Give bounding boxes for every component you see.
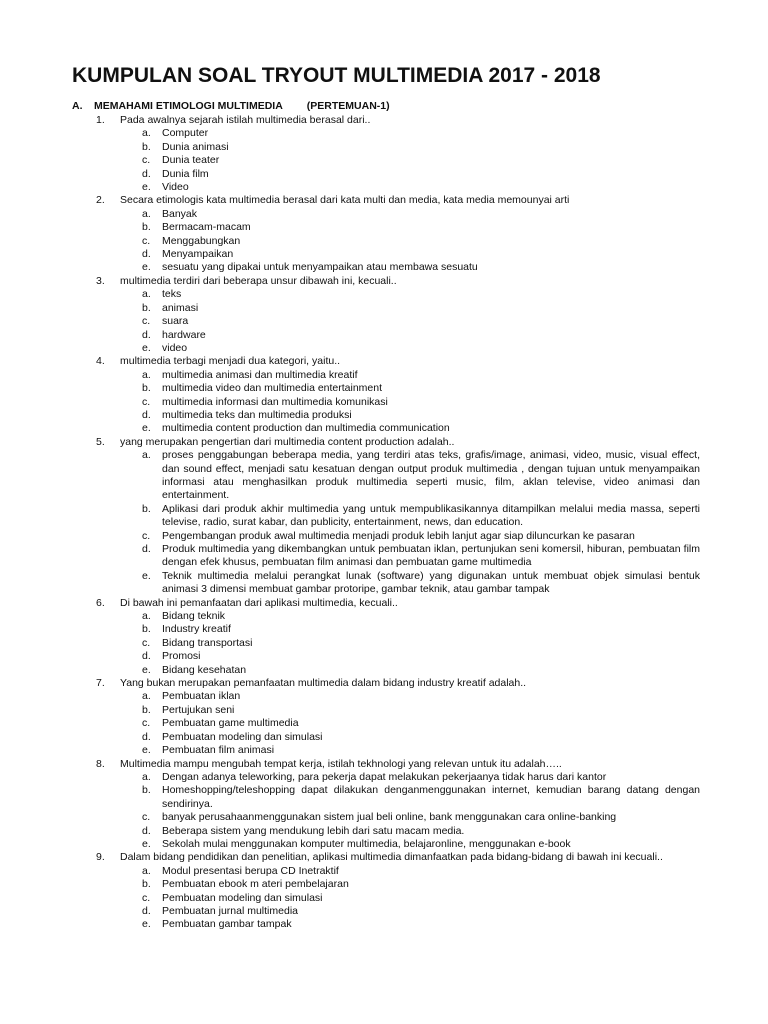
option-item xyxy=(120,878,700,891)
option-text: video xyxy=(162,341,188,354)
option-item xyxy=(120,342,700,355)
option-text: teks xyxy=(162,288,182,301)
option-text: Pembuatan modeling dan simulasi xyxy=(162,891,323,904)
option-item xyxy=(120,503,700,530)
question-number: 2. xyxy=(96,194,105,207)
question-text: Secara etimologis kata multimedia berasal dari kata multi dan media, kata media memounyai arti xyxy=(120,194,570,207)
option-label: b. xyxy=(142,784,151,797)
option-item xyxy=(120,221,700,234)
question-text: Di bawah ini pemanfaatan dari aplikasi multimedia, kecuali.. xyxy=(120,596,398,609)
option-item xyxy=(120,744,700,757)
option-text: banyak perusahaanmenggunakan sistem jual beli online, bank menggunakan cara online-banking xyxy=(162,811,617,824)
option-item xyxy=(120,784,700,811)
question-number: 3. xyxy=(96,274,105,287)
option-item xyxy=(120,838,700,851)
question-number: 9. xyxy=(96,851,105,864)
option-label: c. xyxy=(142,891,151,904)
option-text: multimedia informasi dan multimedia komunikasi xyxy=(162,395,388,408)
option-item xyxy=(120,127,700,140)
option-label: a. xyxy=(142,127,151,140)
option-item xyxy=(120,409,700,422)
option-item xyxy=(120,235,700,248)
option-item xyxy=(120,530,700,543)
option-label: c. xyxy=(142,811,151,824)
option-label: a. xyxy=(142,449,151,462)
option-text: Menyampaikan xyxy=(162,248,234,261)
question-list xyxy=(96,114,700,932)
option-text: multimedia teks dan multimedia produksi xyxy=(162,408,352,421)
option-item xyxy=(120,610,700,623)
option-item xyxy=(120,543,700,570)
option-text: Teknik multimedia melalui perangkat lunak (software) yang digunakan untuk membuat objek simulasi bentuk animasi 3 dimensi membuat gambar protoripe, gambar teknik, atau gambar tampak xyxy=(162,569,700,596)
option-label: c. xyxy=(142,636,151,649)
option-text: proses penggabungan beberapa media, yang terdiri atas teks, grafis/image, animasi, video, music, visual effect, dan sound effect, menjadi satu kesatuan dengan output produk multimedia , dengan tujuan untuk menyampaikan informasi atau menghasilkan produk multimedia seperti music, film, aklan televise, video animasi dan entertainment. xyxy=(162,449,700,502)
question-text: yang merupakan pengertian dari multimedia content production adalah.. xyxy=(120,435,455,448)
option-label: e. xyxy=(142,422,151,435)
option-label: b. xyxy=(142,878,151,891)
option-item xyxy=(120,825,700,838)
option-text: Dunia film xyxy=(162,167,209,180)
option-text: Pembuatan iklan xyxy=(162,690,241,703)
question-1 xyxy=(96,114,700,194)
option-label: c. xyxy=(142,154,151,167)
option-label: a. xyxy=(142,288,151,301)
option-text: Pembuatan modeling dan simulasi xyxy=(162,730,323,743)
option-label: d. xyxy=(142,543,151,555)
option-text: Pembuatan jurnal multimedia xyxy=(162,904,298,917)
option-item xyxy=(120,717,700,730)
option-label: c. xyxy=(142,234,151,247)
option-item xyxy=(120,905,700,918)
option-text: Aplikasi dari produk akhir multimedia yang untuk mempublikasikannya ditampilkan melalui media massa, seperti televise, radio, surat kabar, dan publicity, entertainment, news, dan education. xyxy=(162,502,700,529)
option-label: a. xyxy=(142,864,151,877)
option-list xyxy=(120,771,700,851)
option-label: a. xyxy=(142,368,151,381)
question-2 xyxy=(96,194,700,274)
question-number: 6. xyxy=(96,596,105,609)
question-text: Pada awalnya sejarah istilah multimedia berasal dari.. xyxy=(120,114,371,126)
option-item xyxy=(120,369,700,382)
section-letter: A. xyxy=(72,100,83,112)
page-title: KUMPULAN SOAL TRYOUT MULTIMEDIA 2017 - 2018 xyxy=(72,64,601,87)
option-item xyxy=(120,315,700,328)
option-label: e. xyxy=(142,341,151,354)
option-label: d. xyxy=(142,824,151,837)
option-item xyxy=(120,570,700,597)
option-text: Industry kreatif xyxy=(162,623,231,636)
option-text: multimedia video dan multimedia entertainment xyxy=(162,382,383,395)
option-item xyxy=(120,154,700,167)
option-list xyxy=(120,865,700,932)
option-item xyxy=(120,650,700,663)
option-item xyxy=(120,690,700,703)
option-text: Bidang kesehatan xyxy=(162,663,247,676)
question-8 xyxy=(96,758,700,852)
option-list xyxy=(120,288,700,355)
option-label: d. xyxy=(142,408,151,421)
question-number: 1. xyxy=(96,114,105,126)
option-item xyxy=(120,288,700,301)
option-label: c. xyxy=(142,315,151,328)
question-text: multimedia terbagi menjadi dua kategori, yaitu.. xyxy=(120,355,341,368)
option-item xyxy=(120,771,700,784)
option-list xyxy=(120,127,700,194)
question-number: 4. xyxy=(96,355,105,368)
question-6 xyxy=(96,597,700,677)
option-label: b. xyxy=(142,703,151,716)
option-text: Bidang transportasi xyxy=(162,636,253,649)
option-label: d. xyxy=(142,904,151,917)
question-text: Dalam bidang pendidikan dan penelitian, aplikasi multimedia dimanfaatkan pada bidang-bidang di bawah ini kecuali.. xyxy=(120,851,663,864)
option-item xyxy=(120,664,700,677)
option-label: d. xyxy=(142,328,151,341)
option-text: Pembuatan gambar tampak xyxy=(162,918,292,931)
option-item xyxy=(120,329,700,342)
option-label: b. xyxy=(142,301,151,314)
option-label: d. xyxy=(142,650,151,663)
option-item xyxy=(120,396,700,409)
option-label: a. xyxy=(142,207,151,220)
option-item xyxy=(120,449,700,503)
option-label: b. xyxy=(142,140,151,153)
option-text: multimedia animasi dan multimedia kreatif xyxy=(162,368,358,381)
question-4 xyxy=(96,355,700,435)
option-label: d. xyxy=(142,248,151,261)
option-label: e. xyxy=(142,918,151,931)
option-text: Beberapa sistem yang mendukung lebih dari satu macam media. xyxy=(162,824,465,837)
option-list xyxy=(120,449,700,596)
section-meeting: (PERTEMUAN-1) xyxy=(306,100,390,112)
option-text: sesuatu yang dipakai untuk menyampaikan atau membawa sesuatu xyxy=(162,261,478,274)
option-label: b. xyxy=(142,382,151,395)
option-item xyxy=(120,892,700,905)
option-text: Pertujukan seni xyxy=(162,703,235,716)
option-item xyxy=(120,302,700,315)
option-item xyxy=(120,637,700,650)
option-text: hardware xyxy=(162,328,206,341)
option-list xyxy=(120,369,700,436)
option-list xyxy=(120,690,700,757)
option-text: animasi xyxy=(162,301,199,314)
option-item xyxy=(120,811,700,824)
question-3 xyxy=(96,275,700,355)
option-item xyxy=(120,623,700,636)
question-text: multimedia terdiri dari beberapa unsur dibawah ini, kecuali.. xyxy=(120,274,397,287)
option-text: Pembuatan film animasi xyxy=(162,744,275,757)
option-item xyxy=(120,865,700,878)
option-text: Homeshopping/teleshopping dapat dilakukan denganmenggunakan internet, kemudian barang datang dengan sendirinya. xyxy=(162,784,700,810)
option-text: Banyak xyxy=(162,207,198,220)
option-label: a. xyxy=(142,610,151,623)
option-label: e. xyxy=(142,181,151,194)
option-text: Modul presentasi berupa CD Inetraktif xyxy=(162,864,339,877)
option-label: c. xyxy=(142,717,151,730)
option-label: b. xyxy=(142,502,151,515)
option-item xyxy=(120,382,700,395)
option-text: Produk multimedia yang dikembangkan untuk pembuatan iklan, pertunjukan seni komersil, hiburan, pembuatan film dengan efek khusus, pembuatan film animasi dan pembuatan game multimedia xyxy=(162,543,700,569)
option-item xyxy=(120,731,700,744)
option-text: Pembuatan game multimedia xyxy=(162,717,299,730)
option-item xyxy=(120,704,700,717)
question-5 xyxy=(96,436,700,597)
question-number: 5. xyxy=(96,435,105,448)
option-item xyxy=(120,208,700,221)
option-label: e. xyxy=(142,837,151,850)
option-item xyxy=(120,181,700,194)
option-text: Menggabungkan xyxy=(162,234,241,247)
option-list xyxy=(120,208,700,275)
section-heading xyxy=(72,100,390,112)
option-item xyxy=(120,261,700,274)
option-label: a. xyxy=(142,690,151,703)
option-label: c. xyxy=(142,529,151,542)
option-text: Video xyxy=(162,181,189,194)
option-text: suara xyxy=(162,315,189,328)
question-number: 8. xyxy=(96,757,105,770)
option-text: Sekolah mulai menggunakan komputer multimedia, belajaronline, menggunakan e-book xyxy=(162,837,571,850)
section-title: MEMAHAMI ETIMOLOGI MULTIMEDIA xyxy=(94,100,283,112)
option-text: Dengan adanya teleworking, para pekerja dapat melakukan pekerjaanya tidak harus dari kantor xyxy=(162,770,607,783)
option-label: e. xyxy=(142,663,151,676)
question-text: Multimedia mampu mengubah tempat kerja, istilah tekhnologi yang relevan untuk itu adalah….. xyxy=(120,757,562,770)
option-text: Computer xyxy=(162,127,209,140)
option-list xyxy=(120,610,700,677)
option-label: e. xyxy=(142,569,151,582)
option-item xyxy=(120,248,700,261)
option-text: Dunia teater xyxy=(162,154,220,167)
question-number: 7. xyxy=(96,677,105,690)
option-label: c. xyxy=(142,395,151,408)
option-label: a. xyxy=(142,770,151,783)
question-text: Yang bukan merupakan pemanfaatan multimedia dalam bidang industry kreatif adalah.. xyxy=(120,677,527,690)
option-item xyxy=(120,141,700,154)
option-text: Dunia animasi xyxy=(162,140,229,153)
option-text: Pengembangan produk awal multimedia menjadi produk lebih lanjut agar siap diluncurkan ke pasaran xyxy=(162,529,635,542)
option-item xyxy=(120,918,700,931)
option-text: Bermacam-macam xyxy=(162,221,251,234)
option-label: e. xyxy=(142,261,151,274)
question-9 xyxy=(96,851,700,931)
option-label: d. xyxy=(142,730,151,743)
option-label: b. xyxy=(142,221,151,234)
option-text: Promosi xyxy=(162,650,201,663)
question-7 xyxy=(96,677,700,757)
option-text: Bidang teknik xyxy=(162,610,226,623)
option-text: Pembuatan ebook m ateri pembelajaran xyxy=(162,878,349,891)
option-label: d. xyxy=(142,167,151,180)
option-item xyxy=(120,422,700,435)
option-label: e. xyxy=(142,744,151,757)
option-item xyxy=(120,168,700,181)
option-label: b. xyxy=(142,623,151,636)
option-text: multimedia content production dan multimedia communication xyxy=(162,422,450,435)
